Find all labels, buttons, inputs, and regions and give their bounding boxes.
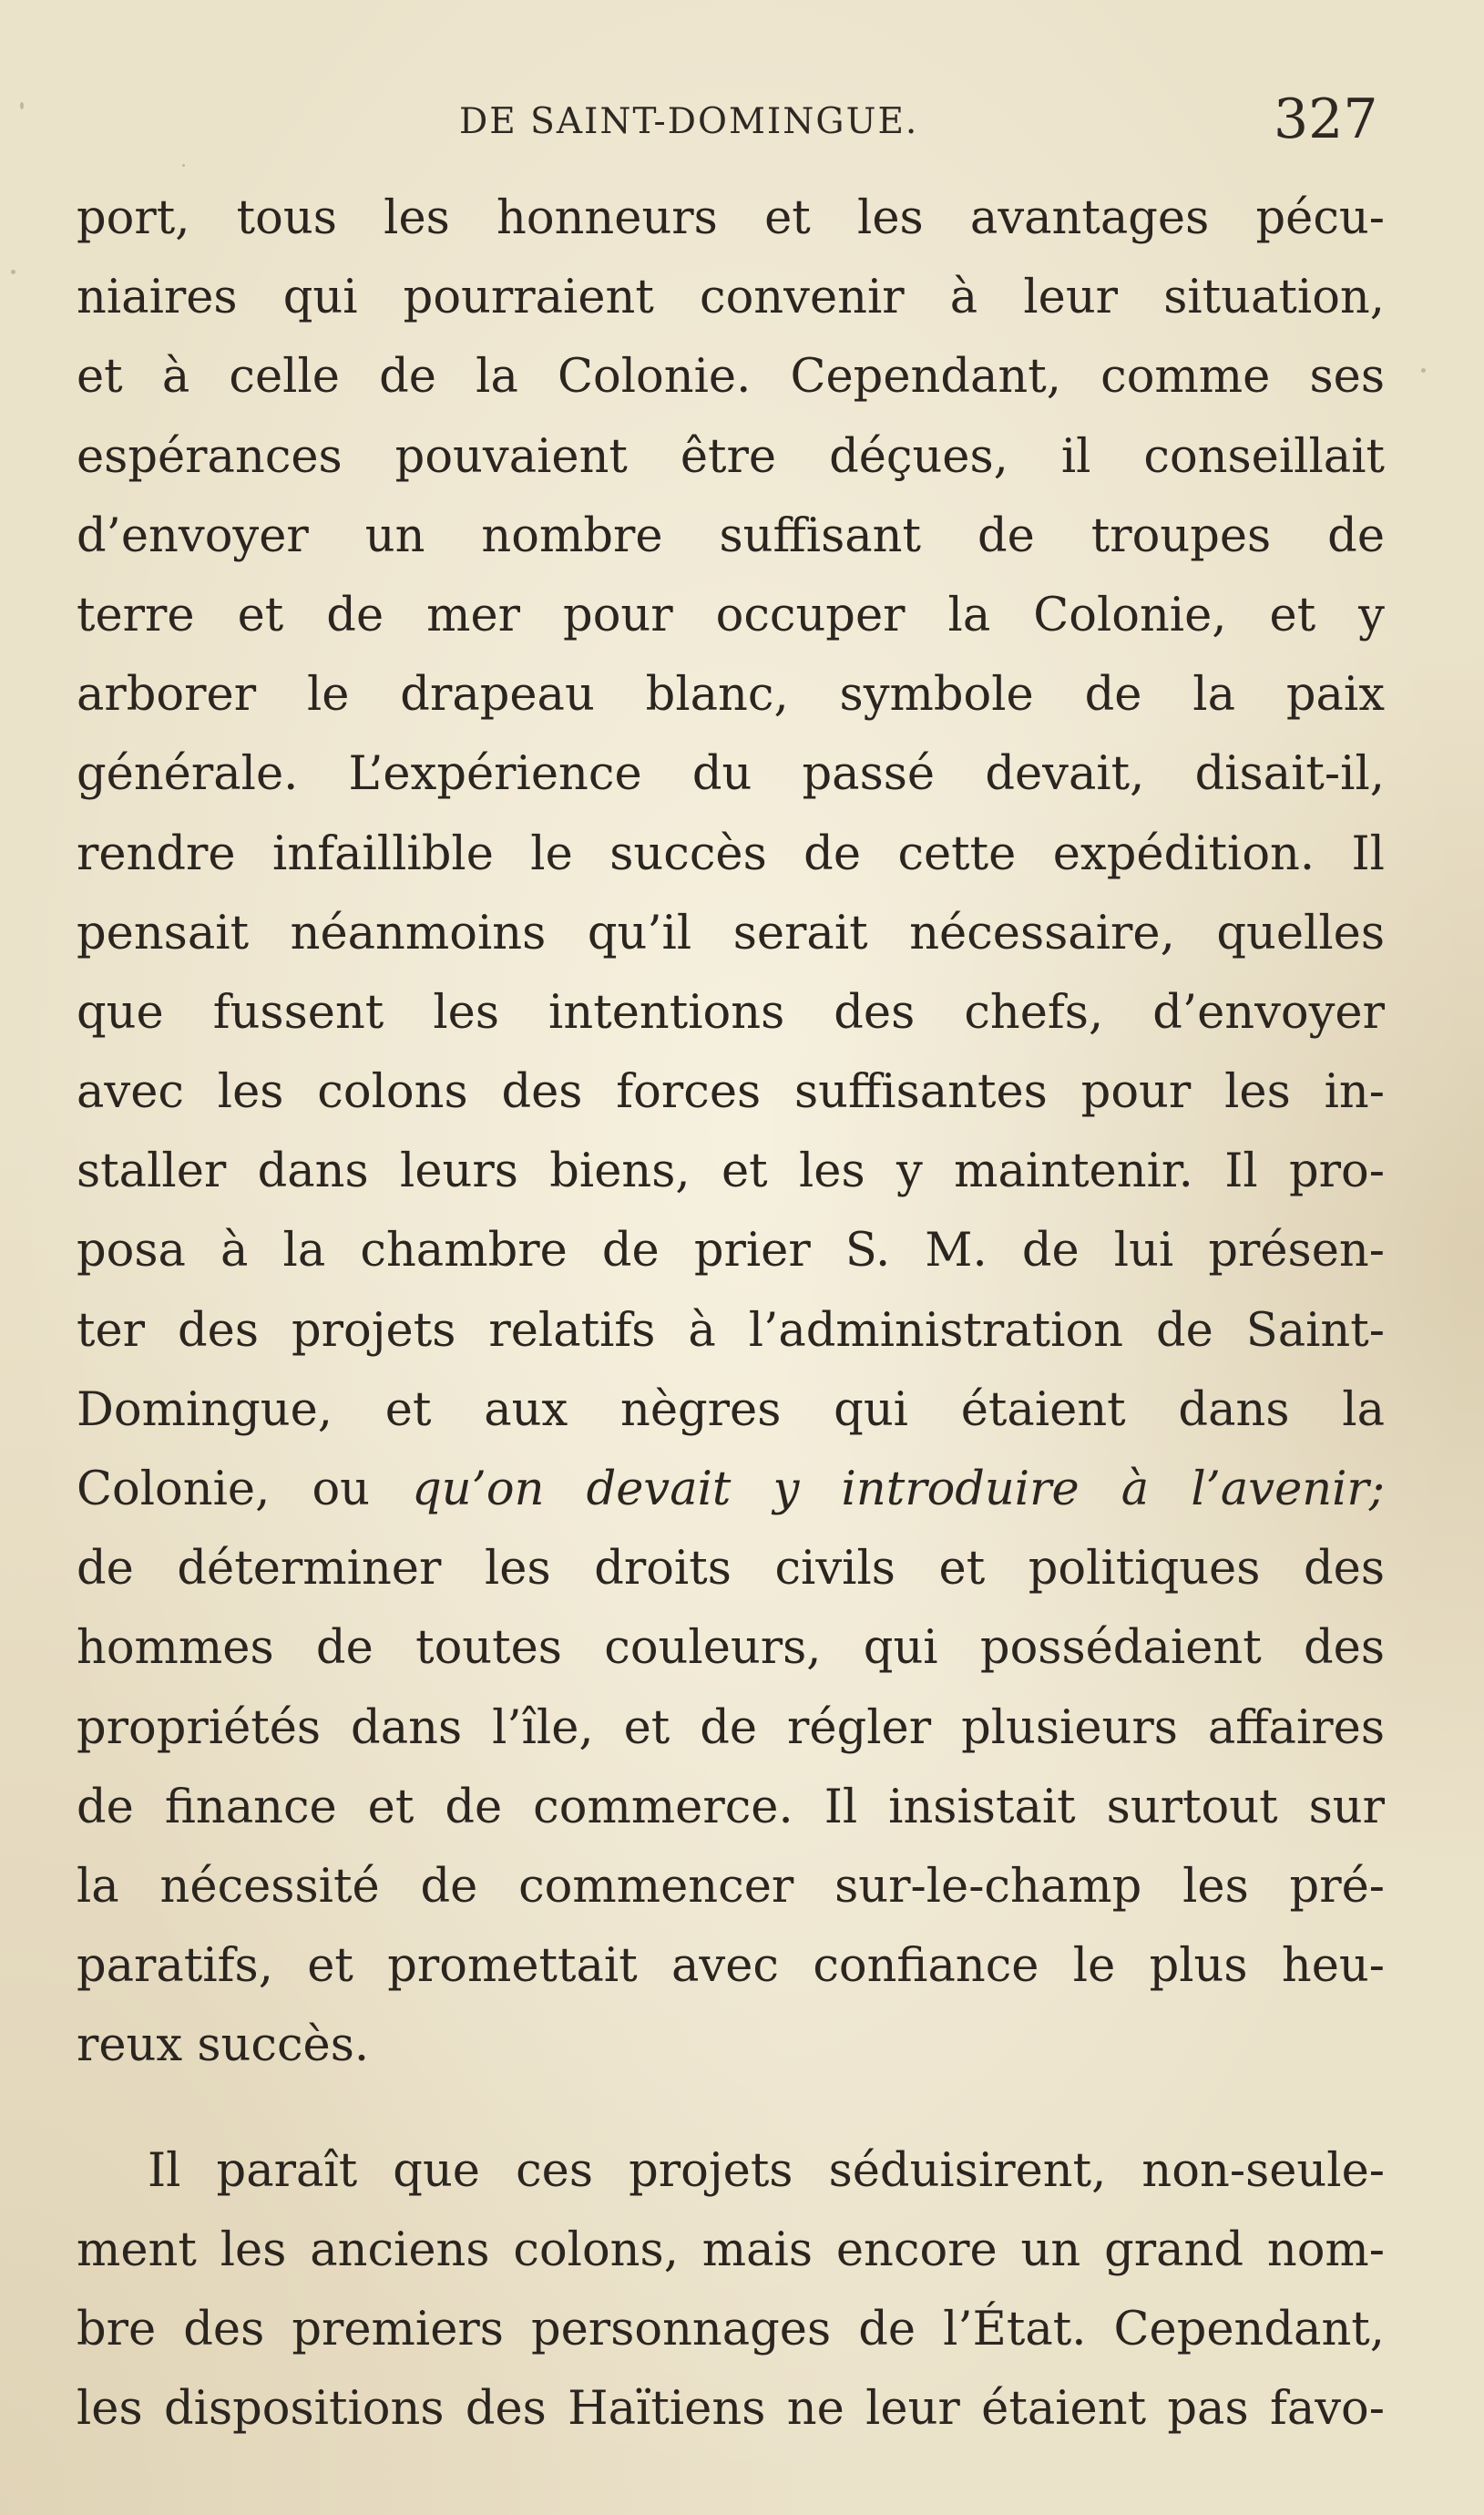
paper-speck [1421,368,1426,373]
text-line: avec les colons des forces suffisantes pour les in- [77,1065,1385,1120]
text-line: ter des projets relatifs à l’administration de Saint- [77,1303,1385,1358]
text-line: et à celle de la Colonie. Cependant, comme ses [77,350,1385,405]
text-line-mixed [77,1450,1385,1529]
text-line: la nécessité de commencer sur-le-champ les pré- [77,1859,1385,1914]
text-line: hommes de toutes couleurs, qui possédaient des [77,1621,1385,1676]
text-line: reux succès. [77,2018,370,2073]
text-line: niaires qui pourraient convenir à leur situation, [77,271,1385,325]
text-line: port, tous les honneurs et les avantages pécu- [77,191,1385,245]
body-text [77,179,1385,2448]
text-line: propriétés dans l’île, et de régler plusieurs affaires [77,1700,1385,1755]
page-number: 327 [1274,87,1378,151]
text-line: ment les anciens colons, mais encore un grand nom- [77,2222,1385,2277]
text-line: générale. L’expérience du passé devait, disait-il, [77,747,1385,802]
roman-text: Colonie, ou [77,1463,370,1516]
text-line: Domingue, et aux nègres qui étaient dans la [77,1382,1385,1437]
running-title: DE SAINT-DOMINGUE. [459,101,919,142]
text-line: staller dans leurs biens, et les y maintenir. Il pro- [77,1145,1385,1199]
text-line: arborer le drapeau blanc, symbole de la paix [77,668,1385,723]
text-line: d’envoyer un nombre suffisant de troupes de [77,508,1385,563]
text-line: bre des premiers personnages de l’État. Cependant, [77,2302,1385,2356]
paragraph-gap [77,2086,1385,2131]
text-line: pensait néanmoins qu’il serait nécessaire, quelles [77,906,1385,960]
text-line: les dispositions des Haïtiens ne leur étaient pas favo- [77,2382,1385,2437]
text-line: que fussent les intentions des chefs, d’envoyer [77,985,1385,1040]
paper-speck [11,270,15,274]
text-line: posa à la chambre de prier S. M. de lui présen- [77,1224,1385,1278]
text-line: de déterminer les droits civils et politiques des [77,1542,1385,1596]
text-line: rendre infaillible le succès de cette expédition. Il [77,826,1385,881]
text-line: Il paraît que ces projets séduisirent, non-seule- [148,2143,1385,2198]
text-line: terre et de mer pour occuper la Colonie, et y [77,588,1385,642]
italic-text: qu’on devait y introduire à l’avenir; [412,1463,1385,1516]
text-line: de finance et de commerce. Il insistait surtout sur [77,1780,1385,1834]
text-line: paratifs, et promettait avec confiance le plus heu- [77,1939,1385,1994]
text-line: espérances pouvaient être déçues, il conseillait [77,429,1385,484]
paper-speck [182,164,185,167]
paper-speck [20,102,24,109]
